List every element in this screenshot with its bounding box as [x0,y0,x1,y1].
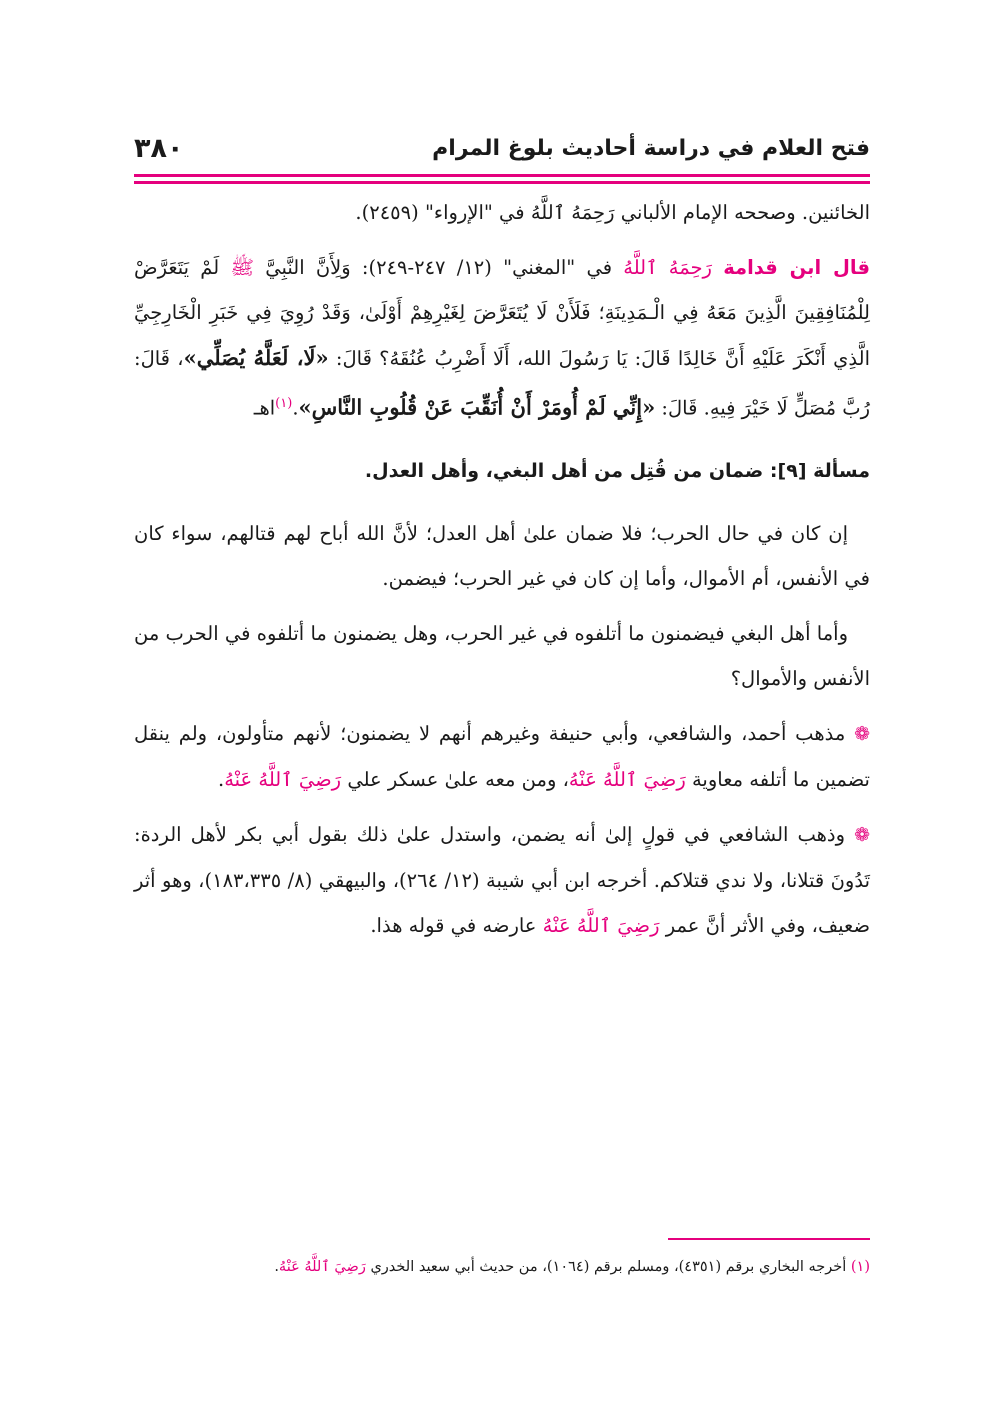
page-number: ٣٨٠ [134,132,184,164]
paragraph-text: عارضه في قوله هذا. [370,913,537,937]
salawat-glyph: ﷺ [230,256,254,279]
hadith-quote: «إِنِّي لَمْ أُومَرْ أَنْ أُنَقِّبَ عَنْ قُلُوبِ النَّاسِ» [298,394,656,420]
footnote-ref[interactable]: (١) [275,396,293,411]
honorific: رَحِمَهُ ٱللَّهُ [623,256,712,279]
honorific: رَضِيَ ٱللَّهُ عَنْهُ [542,913,660,937]
footnote-number: (١) [850,1259,870,1275]
header-rule-top [134,174,870,177]
quoted-author: قال ابن قدامة [723,256,871,279]
paragraph-war-case [134,511,870,601]
quote-body: لَمْ يَتَعَرَّضْ لِلْمُنَافِقِينَ الَّذِينَ مَعَهُ فِي الْـمَدِينَةِ؛ فَلَأَنْ لَا يُتَعَرَّضَ لِغَيْرِهِمْ أَوْلَىٰ، وَقَدْ رُوِيَ فِي خَبَرِ الْخَارِجِيِّ الَّذِي أَنْكَرَ عَلَيْهِ أَنَّ خَالِدًا قَالَ: يَا رَسُولَ الله، أَلَا أَضْرِبُ عُنُقَهُ؟ قَالَ: [134,256,870,370]
main-text [134,190,870,948]
paragraph-madhab-2 [134,812,870,948]
issue-title: ضمان من قُتِل من أهل البغي، وأهل العدل. [364,459,764,482]
issue-label: مسألة [٩]: [769,459,870,482]
footnote-rule [668,1238,870,1240]
issue-heading [134,451,870,491]
paragraph-text: وأما أهل البغي فيضمنون ما أتلفوه في غير الحرب، وهل يضمنون ما أتلفوه في الحرب من الأنفس والأموال؟ [134,621,870,690]
end-mark: اهـ [253,396,276,420]
hadith-quote: «لَا، لَعَلَّهُ يُصَلِّي» [183,345,329,370]
honorific: رَضِيَ ٱللَّهُ عَنْهُ [224,767,342,791]
quote-end: . [292,396,299,420]
footnote-end: . [274,1259,279,1275]
book-title: فتح العلام في دراسة أحاديث بلوغ المرام [432,135,870,161]
flower-bullet-icon: ❁ [854,823,870,846]
paragraph-text: الخائنين. وصححه الإمام الألباني رَحِمَهُ ٱللَّهُ في "الإرواء" (٢٤٥٩). [355,201,870,224]
footnote [134,1252,870,1282]
paragraph-text: وذهب الشافعي في قولٍ إلىٰ أنه يضمن، واستدل علىٰ ذلك بقول أبي بكر لأهل الردة: تَدُونَ قتلانا، ولا ندي قتلاكم. أخرجه ابن أبي شيبة (١٢/ ٢٦٤)، والبيهقي (٨/ ١٨٣،٣٣٥)، وهو أثر ضعيف، وفي الأثر أنَّ عمر [134,822,871,937]
paragraph-text: مذهب أحمد، والشافعي، وأبي حنيفة وغيرهم أنهم لا يضمنون؛ لأنهم متأولون، ولم ينقل تضمين ما أتلفه معاوية [134,721,870,791]
footnote-text: أخرجه البخاري برقم (٤٣٥١)، ومسلم برقم (١٠٦٤)، من حديث أبي سعيد الخدري [370,1259,847,1275]
paragraph-text: إن كان في حال الحرب؛ فلا ضمان علىٰ أهل العدل؛ لأنَّ الله أباح لهم قتالهم، سواء كان في الأنفس، أم الأموال، وأما إن كان في غير الحرب؛ فيضمن. [134,521,870,590]
quote-mid: ، قَالَ: رُبَّ مُصَلٍّ لَا خَيْرَ فِيهِ. قَالَ: [134,347,870,420]
honorific: رَضِيَ ٱللَّهُ عَنْهُ [568,767,686,791]
header-rule-bottom [134,181,870,184]
quote-lead: في "المغني" (١٢/ ٢٤٧-٢٤٩): وَلِأَنَّ النَّبِيَّ [265,256,613,279]
paragraph-albani [134,190,870,235]
paragraph-text: . [218,767,225,791]
paragraph-rebels [134,611,870,701]
paragraph-text: ، ومن معه علىٰ عسكر علي [347,767,569,791]
paragraph-ibn-qudama [134,245,870,431]
paragraph-madhab-1 [134,711,870,802]
honorific: رَضِيَ ٱللَّهُ عَنْهُ [278,1259,366,1275]
page-header [134,128,870,168]
flower-bullet-icon: ❁ [854,722,871,745]
